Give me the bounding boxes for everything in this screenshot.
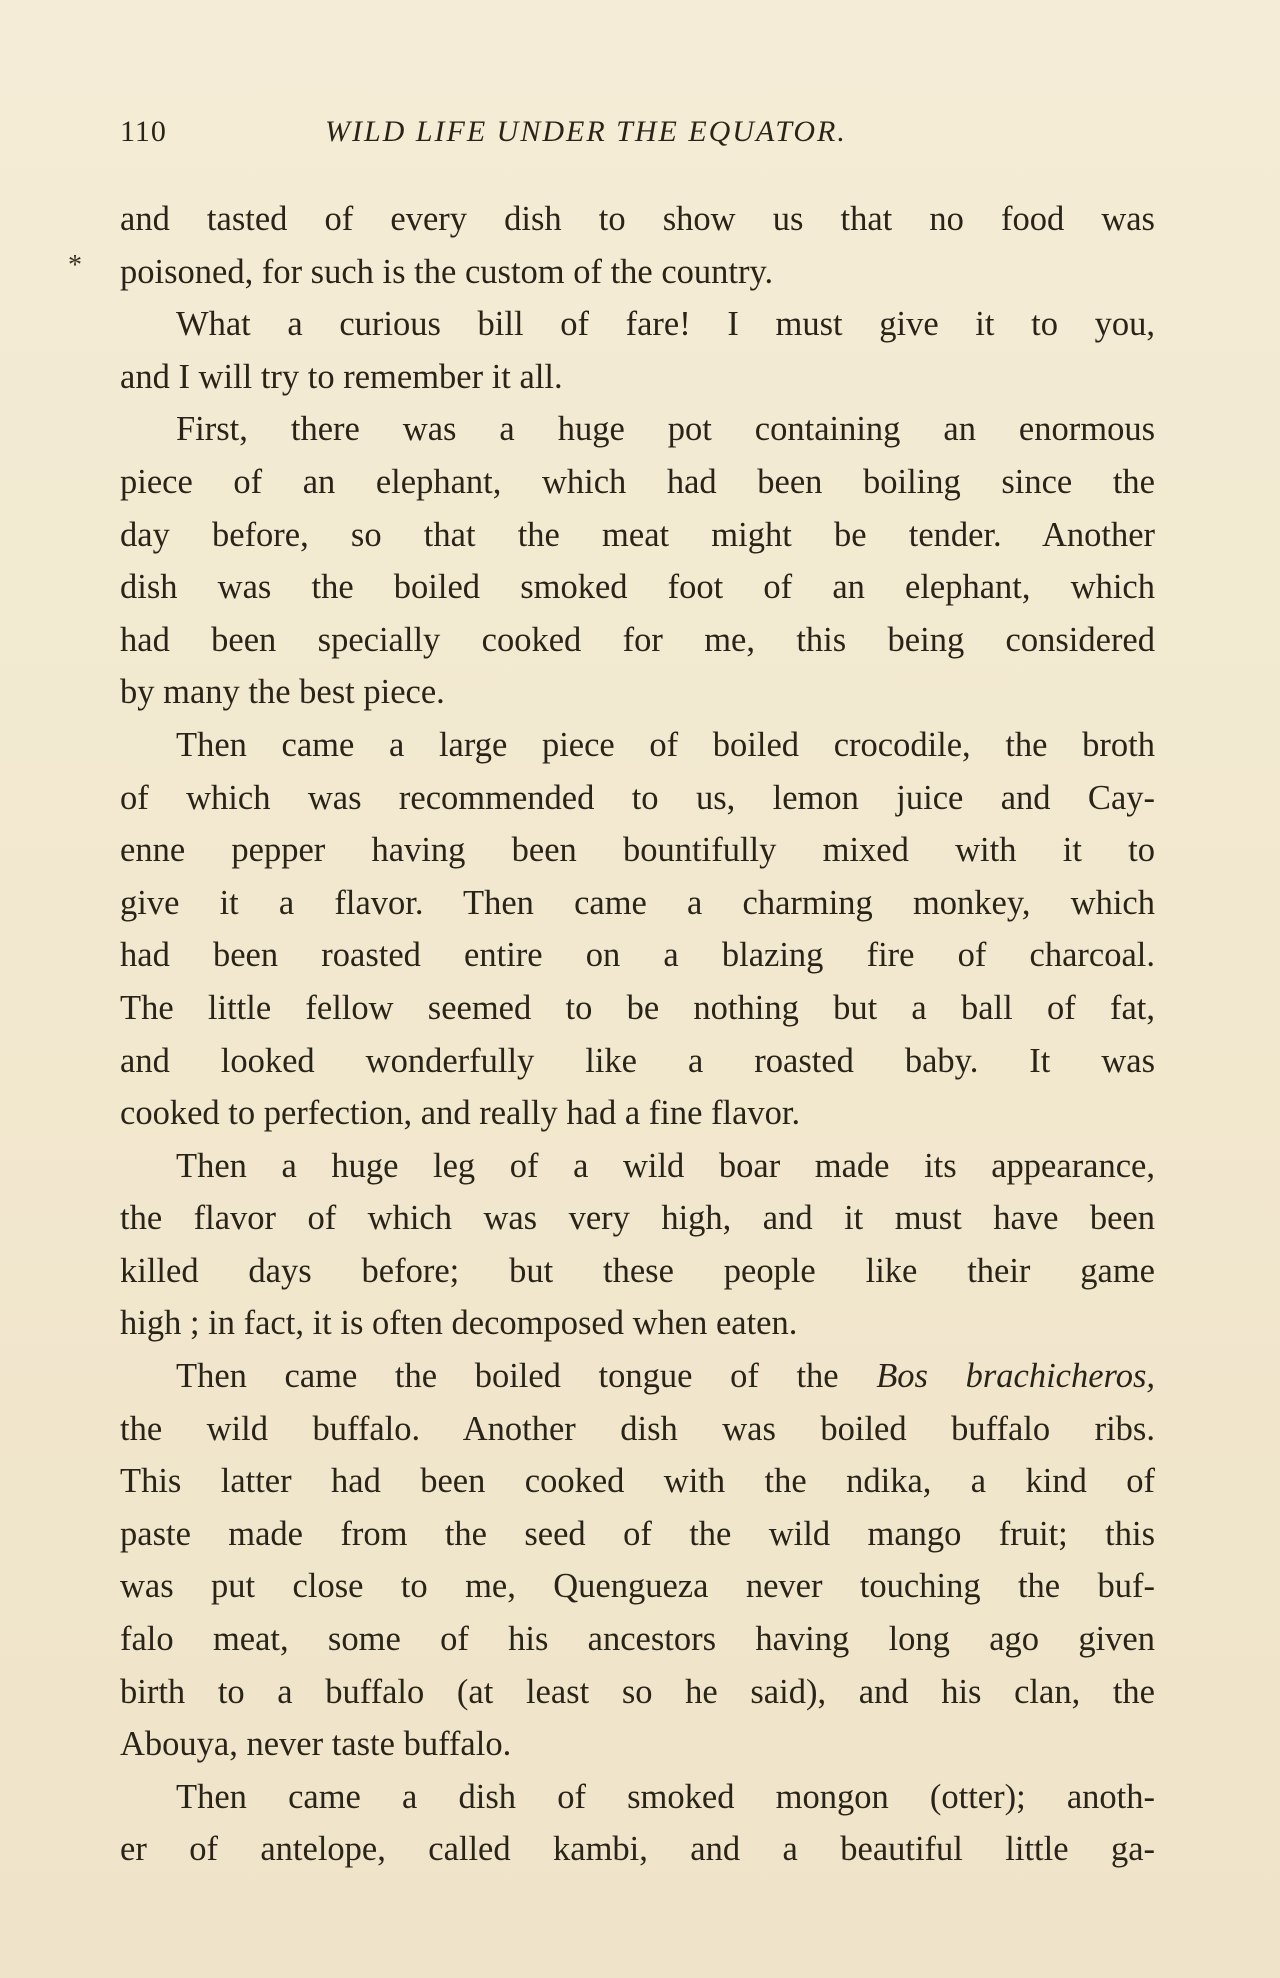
text-line-content: killed days before; but these people like their game [120,1251,1155,1290]
text-line-content: Then came a large piece of boiled crocodile, the broth [176,725,1155,764]
text-line-content: This latter had been cooked with the ndika, a kind of [120,1462,1155,1501]
text-line-content: high ; in fact, it is often decomposed when eaten. [120,1304,798,1343]
margin-mark: * [68,250,82,281]
text-line-content: birth to a buffalo (at least so he said), and his clan, the [120,1672,1155,1711]
text-line [120,193,1155,246]
text-line-content: was put close to me, Quengueza never touching the buf- [120,1567,1155,1606]
text-line [120,1718,1155,1771]
text-line-content: of which was recommended to us, lemon juice and Cay- [120,778,1155,817]
page-header [120,112,1160,152]
text-line [120,1455,1155,1508]
text-line [120,1403,1155,1456]
text-line-content: dish was the boiled smoked foot of an elephant, which [120,568,1155,607]
text-line [120,929,1155,982]
text-line-content: give it a flavor. Then came a charming monkey, which [120,883,1155,922]
running-title: WILD LIFE UNDER THE EQUATOR. [325,115,847,148]
text-line-content: the wild buffalo. Another dish was boiled buffalo ribs. [120,1409,1155,1448]
text-line [120,772,1155,825]
text-line-content: day before, so that the meat might be tender. Another [120,515,1155,554]
text-line [120,1560,1155,1613]
text-line [120,1613,1155,1666]
text-line-content: Then came the boiled tongue of the [176,1357,877,1396]
text-line-content: Abouya, never taste buffalo. [120,1725,512,1764]
text-line-content: cooked to perfection, and really had a fine flavor. [120,1094,801,1133]
text-line-content: piece of an elephant, which had been boiling since the [120,462,1155,501]
text-line-content: had been roasted entire on a blazing fire of charcoal. [120,936,1155,975]
text-line [120,666,1155,719]
text-line [120,1035,1155,1088]
text-line-content: and tasted of every dish to show us that no food was [120,200,1155,238]
text-line [120,561,1155,614]
text-line-content: the flavor of which was very high, and it must have been [120,1199,1155,1238]
text-line-content: and looked wonderfully like a roasted baby. It was [120,1041,1155,1080]
text-line [120,1245,1155,1298]
text-line-content: paste made from the seed of the wild mango fruit; this [120,1514,1155,1553]
text-line-content: First, there was a huge pot containing an enormous [176,410,1155,449]
text-line [120,509,1155,562]
text-line-content: er of antelope, called kambi, and a beautiful little ga- [120,1830,1155,1869]
text-line [120,982,1155,1035]
text-line-content: What a curious bill of fare! I must give it to you, [176,305,1155,344]
text-line-content: The little fellow seemed to be nothing but a ball of fat, [120,988,1155,1027]
text-line [120,614,1155,667]
text-line-content: Then a huge leg of a wild boar made its appearance, [176,1146,1155,1185]
text-line [120,824,1155,877]
page-number: 110 [120,115,167,148]
text-line-content: poisoned, for such is the custom of the country. [120,252,774,291]
italic-term: Bos brachicheros, [876,1357,1155,1396]
body-text [120,193,1155,1876]
text-line [120,403,1155,456]
text-line [120,351,1155,404]
text-line [120,1192,1155,1245]
text-line [120,719,1155,772]
text-line [120,1297,1155,1350]
text-line [120,1508,1155,1561]
text-line-content: had been specially cooked for me, this being considered [120,620,1155,659]
text-line [120,1140,1155,1193]
text-line [120,1771,1155,1824]
text-line [120,246,1155,299]
text-line [120,456,1155,509]
text-line-content: falo meat, some of his ancestors having long ago given [120,1620,1155,1659]
text-line [120,1823,1155,1876]
text-line [120,1666,1155,1719]
text-line [120,1087,1155,1140]
text-line-content: Then came a dish of smoked mongon (otter); anoth- [176,1777,1155,1816]
text-line [120,298,1155,351]
text-line-content: by many the best piece. [120,673,445,712]
text-line-content: and I will try to remember it all. [120,357,563,396]
text-line [120,877,1155,930]
text-line-content: enne pepper having been bountifully mixed with it to [120,831,1155,870]
text-line [120,1350,1155,1403]
